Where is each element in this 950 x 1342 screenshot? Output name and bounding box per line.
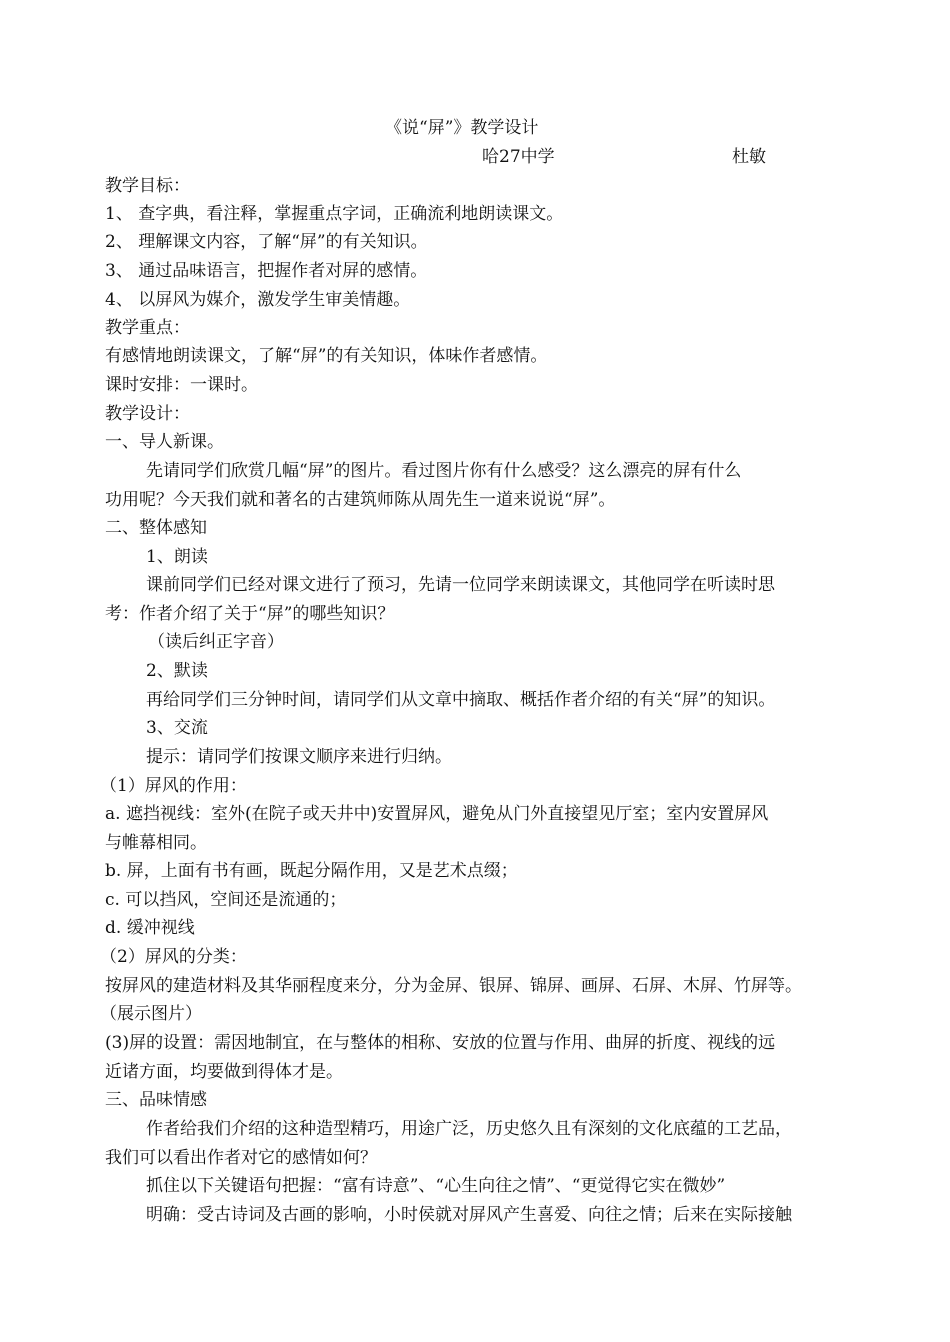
paragraph-line: 作者给我们介绍的这种造型精巧，用途广泛，历史悠久且有深刻的文化底蕴的工艺品，: [146, 1119, 792, 1139]
section-heading-design: 教学设计：: [105, 404, 190, 424]
paragraph-line: 功用呢？今天我们就和著名的古建筑师陈从周先生一道来说说“屏”。: [105, 490, 616, 510]
part-heading: 三、品味情感: [105, 1090, 207, 1110]
list-item-continuation: 与帷幕相同。: [105, 833, 207, 853]
list-item: c. 可以挡风，空间还是流通的；: [105, 890, 347, 910]
step-heading: 2、默读: [146, 661, 208, 681]
note-line: （读后纠正字音）: [148, 632, 284, 652]
paragraph-line: 明确：受古诗词及古画的影响，小时侯就对屏风产生喜爱、向往之情；后来在实际接触: [146, 1205, 792, 1225]
section-heading-objectives: 教学目标：: [105, 176, 190, 196]
paragraph-line: 考：作者介绍了关于“屏”的哪些知识？: [105, 604, 395, 624]
paragraph-line: 提示：请同学们按课文顺序来进行归纳。: [146, 747, 452, 767]
list-item: b. 屏，上面有书有画，既起分隔作用，又是艺术点缀；: [105, 861, 518, 881]
sub-heading: （1）屏风的作用：: [100, 776, 247, 796]
paragraph-line: 课前同学们已经对课文进行了预习，先请一位同学来朗读课文，其他同学在听读时思: [146, 575, 775, 595]
objective-item: 4、 以屏风为媒介，激发学生审美情趣。: [105, 290, 411, 310]
note-line: （展示图片）: [100, 1004, 202, 1024]
step-heading: 1、朗读: [146, 547, 208, 567]
section-heading-key-points: 教学重点：: [105, 318, 190, 338]
paragraph-line: 再给同学们三分钟时间，请同学们从文章中摘取、概括作者介绍的有关“屏”的知识。: [146, 690, 776, 710]
part-heading: 一、导人新课。: [105, 432, 224, 452]
list-item: d. 缓冲视线: [105, 918, 195, 938]
schedule-text: 课时安排：一课时。: [105, 375, 258, 395]
step-heading: 3、交流: [146, 718, 208, 738]
school-name: 哈27中学: [482, 147, 555, 167]
list-item: a. 遮挡视线：室外(在院子或天井中)安置屏风，避免从门外直接望见厅室；室内安置屏风: [105, 804, 769, 824]
paragraph-line: 近诸方面，均要做到得体才是。: [105, 1062, 343, 1082]
paragraph-line: 抓住以下关键语句把握：“富有诗意”、“心生向往之情”、“更觉得它实在微妙”: [146, 1176, 726, 1196]
document-title: 《说“屏”》教学设计: [385, 118, 539, 138]
part-heading: 二、整体感知: [105, 518, 207, 538]
sub-heading: （2）屏风的分类：: [100, 947, 247, 967]
objective-item: 2、 理解课文内容，了解“屏”的有关知识。: [105, 232, 428, 252]
paragraph-line: (3)屏的设置：需因地制宜，在与整体的相称、安放的位置与作用、曲屏的折度、视线的远: [105, 1033, 776, 1053]
paragraph-line: 我们可以看出作者对它的感情如何？: [105, 1148, 377, 1168]
key-points-text: 有感情地朗读课文，了解“屏”的有关知识，体味作者感情。: [105, 346, 548, 366]
objective-item: 1、 查字典，看注释，掌握重点字词，正确流利地朗读课文。: [105, 204, 564, 224]
paragraph-line: 先请同学们欣赏几幅“屏”的图片。看过图片你有什么感受？这么漂亮的屏有什么: [146, 461, 742, 481]
paragraph-line: 按屏风的建造材料及其华丽程度来分，分为金屏、银屏、锦屏、画屏、石屏、木屏、竹屏等。: [105, 976, 802, 996]
objective-item: 3、 通过品味语言，把握作者对屏的感情。: [105, 261, 428, 281]
author-name: 杜敏: [732, 147, 766, 167]
